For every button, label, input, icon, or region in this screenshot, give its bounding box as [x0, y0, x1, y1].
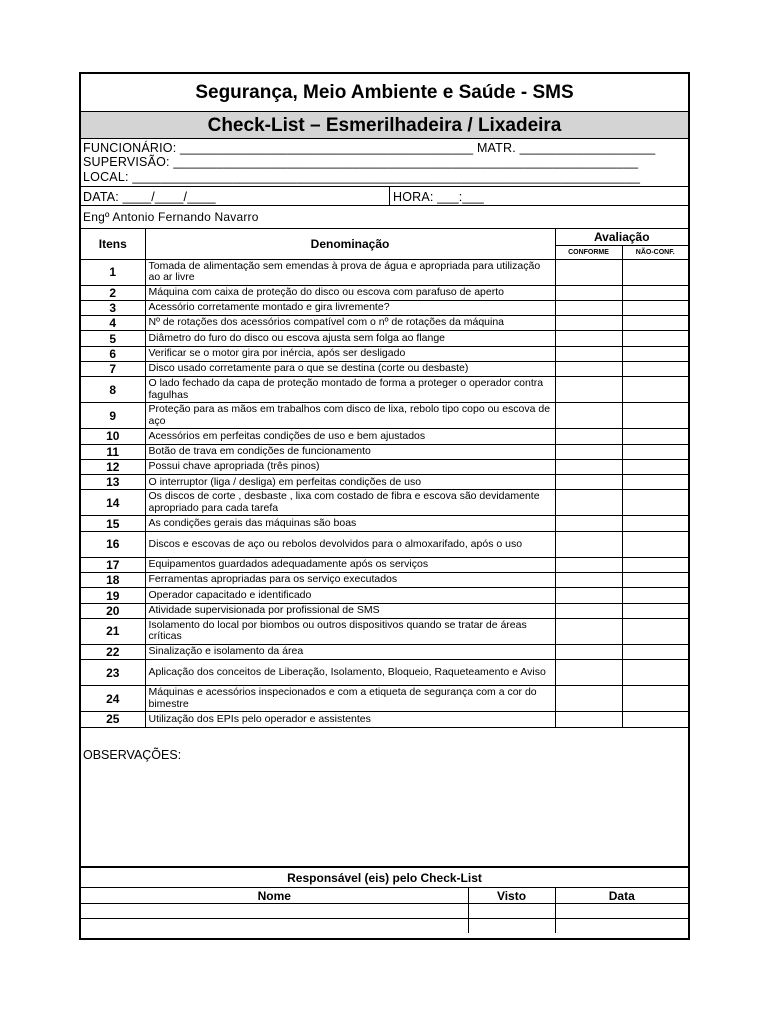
- table-row: [81, 531, 688, 557]
- conforme-header: CONFORME: [555, 245, 622, 259]
- nao-conforme-cell[interactable]: [622, 531, 688, 557]
- table-row: [81, 377, 688, 403]
- item-number: 2: [81, 285, 145, 300]
- item-number: 7: [81, 361, 145, 376]
- nao-conforme-cell[interactable]: [622, 588, 688, 603]
- table-row: [81, 557, 688, 572]
- conforme-cell[interactable]: [555, 557, 622, 572]
- item-number: 8: [81, 377, 145, 403]
- conforme-cell[interactable]: [555, 403, 622, 429]
- conforme-cell[interactable]: [555, 346, 622, 361]
- item-description: Operador capacitado e identificado: [145, 588, 555, 603]
- nao-conforme-cell[interactable]: [622, 316, 688, 331]
- conforme-cell[interactable]: [555, 475, 622, 490]
- nao-conforme-header: NÃO-CONF.: [622, 245, 688, 259]
- item-description: Os discos de corte , desbaste , lixa com costado de fibra e escova são devidamente apropriado para cada tarefa: [145, 490, 555, 516]
- table-row: [81, 603, 688, 618]
- table-row: [81, 475, 688, 490]
- conforme-cell[interactable]: [555, 712, 622, 727]
- item-number: 15: [81, 516, 145, 531]
- data-field[interactable]: DATA: ____/____/____: [83, 190, 216, 204]
- divider: [81, 205, 688, 206]
- item-number: 13: [81, 475, 145, 490]
- item-number: 20: [81, 603, 145, 618]
- page-title: Segurança, Meio Ambiente e Saúde - SMS: [81, 74, 688, 112]
- nome-header: Nome: [81, 888, 468, 904]
- item-description: Sinalização e isolamento da área: [145, 644, 555, 659]
- nao-conforme-cell[interactable]: [622, 459, 688, 474]
- observacoes-label: OBSERVAÇÕES:: [83, 748, 182, 762]
- checklist-table: [81, 229, 688, 728]
- local-field[interactable]: LOCAL: _______________________________________________________________________: [83, 170, 641, 184]
- avaliacao-header: Avaliação: [555, 229, 688, 245]
- item-description: Utilização dos EPIs pelo operador e assistentes: [145, 712, 555, 727]
- conforme-cell[interactable]: [555, 429, 622, 444]
- data-cell[interactable]: [555, 904, 688, 919]
- item-description: Atividade supervisionada por profissional de SMS: [145, 603, 555, 618]
- table-row: [81, 429, 688, 444]
- conforme-cell[interactable]: [555, 660, 622, 686]
- item-number: 6: [81, 346, 145, 361]
- nao-conforme-cell[interactable]: [622, 444, 688, 459]
- conforme-cell[interactable]: [555, 459, 622, 474]
- item-description: As condições gerais das máquinas são boas: [145, 516, 555, 531]
- item-description: O interruptor (liga / desliga) em perfeitas condições de uso: [145, 475, 555, 490]
- nao-conforme-cell[interactable]: [622, 490, 688, 516]
- visto-cell[interactable]: [468, 904, 555, 919]
- item-description: Isolamento do local por biombos ou outros dispositivos quando se tratar de áreas críticas: [145, 618, 555, 644]
- nao-conforme-cell[interactable]: [622, 331, 688, 346]
- checklist-title: Check-List – Esmerilhadeira / Lixadeira: [81, 112, 688, 139]
- nao-conforme-cell[interactable]: [622, 618, 688, 644]
- item-description: Diâmetro do furo do disco ou escova ajusta sem folga ao flange: [145, 331, 555, 346]
- table-row: [81, 259, 688, 285]
- conforme-cell[interactable]: [555, 644, 622, 659]
- nao-conforme-cell[interactable]: [622, 475, 688, 490]
- item-description: Possui chave apropriada (três pinos): [145, 459, 555, 474]
- item-description: Ferramentas apropriadas para os serviço executados: [145, 573, 555, 588]
- supervisao-field[interactable]: SUPERVISÃO: _________________________________________________________________: [83, 155, 639, 169]
- funcionario-field[interactable]: FUNCIONÁRIO: _________________________________________ MATR. ___________________: [83, 141, 656, 155]
- responsaveis-title: Responsável (eis) pelo Check-List: [81, 868, 688, 888]
- item-description: Máquinas e acessórios inspecionados e com a etiqueta de segurança com a cor do bimestre: [145, 686, 555, 712]
- nao-conforme-cell[interactable]: [622, 300, 688, 315]
- table-row: [81, 618, 688, 644]
- conforme-cell[interactable]: [555, 285, 622, 300]
- nao-conforme-cell[interactable]: [622, 686, 688, 712]
- data-header: Data: [555, 888, 688, 904]
- item-description: Aplicação dos conceitos de Liberação, Isolamento, Bloqueio, Raqueteamento e Aviso: [145, 660, 555, 686]
- table-row: [81, 316, 688, 331]
- item-number: 4: [81, 316, 145, 331]
- nao-conforme-cell[interactable]: [622, 346, 688, 361]
- nao-conforme-cell[interactable]: [622, 644, 688, 659]
- visto-cell[interactable]: [468, 919, 555, 934]
- item-number: 16: [81, 531, 145, 557]
- item-number: 9: [81, 403, 145, 429]
- item-number: 14: [81, 490, 145, 516]
- conforme-cell[interactable]: [555, 331, 622, 346]
- checklist-sheet: [79, 72, 690, 940]
- table-row: [81, 361, 688, 376]
- item-number: 19: [81, 588, 145, 603]
- divider: [81, 186, 688, 187]
- table-row: [81, 588, 688, 603]
- table-row: [81, 712, 688, 727]
- nao-conforme-cell[interactable]: [622, 285, 688, 300]
- item-description: Acessórios em perfeitas condições de uso e bem ajustados: [145, 429, 555, 444]
- table-row: [81, 444, 688, 459]
- responsaveis-table: [81, 867, 688, 933]
- nao-conforme-cell[interactable]: [622, 516, 688, 531]
- item-number: 23: [81, 660, 145, 686]
- nao-conforme-cell[interactable]: [622, 660, 688, 686]
- item-number: 10: [81, 429, 145, 444]
- table-row: [81, 285, 688, 300]
- item-number: 3: [81, 300, 145, 315]
- nome-cell[interactable]: [81, 904, 468, 919]
- item-description: Botão de trava em condições de funcionamento: [145, 444, 555, 459]
- divider: [389, 186, 390, 205]
- item-number: 24: [81, 686, 145, 712]
- table-row: [81, 346, 688, 361]
- nao-conforme-cell[interactable]: [622, 377, 688, 403]
- item-description: Discos e escovas de aço ou rebolos devolvidos para o almoxarifado, após o uso: [145, 531, 555, 557]
- table-row: [81, 686, 688, 712]
- conforme-cell[interactable]: [555, 300, 622, 315]
- nao-conforme-cell[interactable]: [622, 573, 688, 588]
- table-row: [81, 331, 688, 346]
- itens-header: Itens: [81, 229, 145, 259]
- data-cell[interactable]: [555, 919, 688, 934]
- item-number: 11: [81, 444, 145, 459]
- item-description: Nº de rotações dos acessórios compatível com o nº de rotações da máquina: [145, 316, 555, 331]
- item-number: 25: [81, 712, 145, 727]
- table-row: [81, 300, 688, 315]
- conforme-cell[interactable]: [555, 361, 622, 376]
- denominacao-header: Denominação: [145, 229, 555, 259]
- conforme-cell[interactable]: [555, 588, 622, 603]
- table-row: [81, 459, 688, 474]
- item-description: Tomada de alimentação sem emendas à prova de água e apropriada para utilização ao ar livre: [145, 259, 555, 285]
- table-row: [81, 490, 688, 516]
- item-description: Proteção para as mãos em trabalhos com disco de lixa, rebolo tipo copo ou escova de aço: [145, 403, 555, 429]
- nao-conforme-cell[interactable]: [622, 361, 688, 376]
- table-row: [81, 403, 688, 429]
- table-row: [81, 660, 688, 686]
- item-number: 5: [81, 331, 145, 346]
- conforme-cell[interactable]: [555, 444, 622, 459]
- engineer-name: Engº Antonio Fernando Navarro: [83, 210, 259, 224]
- item-description: Verificar se o motor gira por inércia, após ser desligado: [145, 346, 555, 361]
- conforme-cell[interactable]: [555, 316, 622, 331]
- item-description: Equipamentos guardados adequadamente após os serviços: [145, 557, 555, 572]
- item-number: 21: [81, 618, 145, 644]
- item-number: 1: [81, 259, 145, 285]
- visto-header: Visto: [468, 888, 555, 904]
- item-description: Acessório corretamente montado e gira livremente?: [145, 300, 555, 315]
- nome-cell[interactable]: [81, 919, 468, 934]
- conforme-cell[interactable]: [555, 516, 622, 531]
- item-description: Disco usado corretamente para o que se destina (corte ou desbaste): [145, 361, 555, 376]
- conforme-cell[interactable]: [555, 686, 622, 712]
- conforme-cell[interactable]: [555, 573, 622, 588]
- table-row: [81, 516, 688, 531]
- conforme-cell[interactable]: [555, 377, 622, 403]
- item-number: 17: [81, 557, 145, 572]
- item-description: O lado fechado da capa de proteção montado de forma a proteger o operador contra fagulhas: [145, 377, 555, 403]
- nao-conforme-cell[interactable]: [622, 603, 688, 618]
- nao-conforme-cell[interactable]: [622, 259, 688, 285]
- conforme-cell[interactable]: [555, 603, 622, 618]
- conforme-cell[interactable]: [555, 490, 622, 516]
- conforme-cell[interactable]: [555, 618, 622, 644]
- table-row: [81, 644, 688, 659]
- table-row: [81, 573, 688, 588]
- nao-conforme-cell[interactable]: [622, 403, 688, 429]
- nao-conforme-cell[interactable]: [622, 429, 688, 444]
- conforme-cell[interactable]: [555, 259, 622, 285]
- nao-conforme-cell[interactable]: [622, 712, 688, 727]
- item-number: 12: [81, 459, 145, 474]
- hora-field[interactable]: HORA: ___:___: [393, 190, 484, 204]
- nao-conforme-cell[interactable]: [622, 557, 688, 572]
- item-number: 22: [81, 644, 145, 659]
- conforme-cell[interactable]: [555, 531, 622, 557]
- item-description: Máquina com caixa de proteção do disco ou escova com parafuso de aperto: [145, 285, 555, 300]
- item-number: 18: [81, 573, 145, 588]
